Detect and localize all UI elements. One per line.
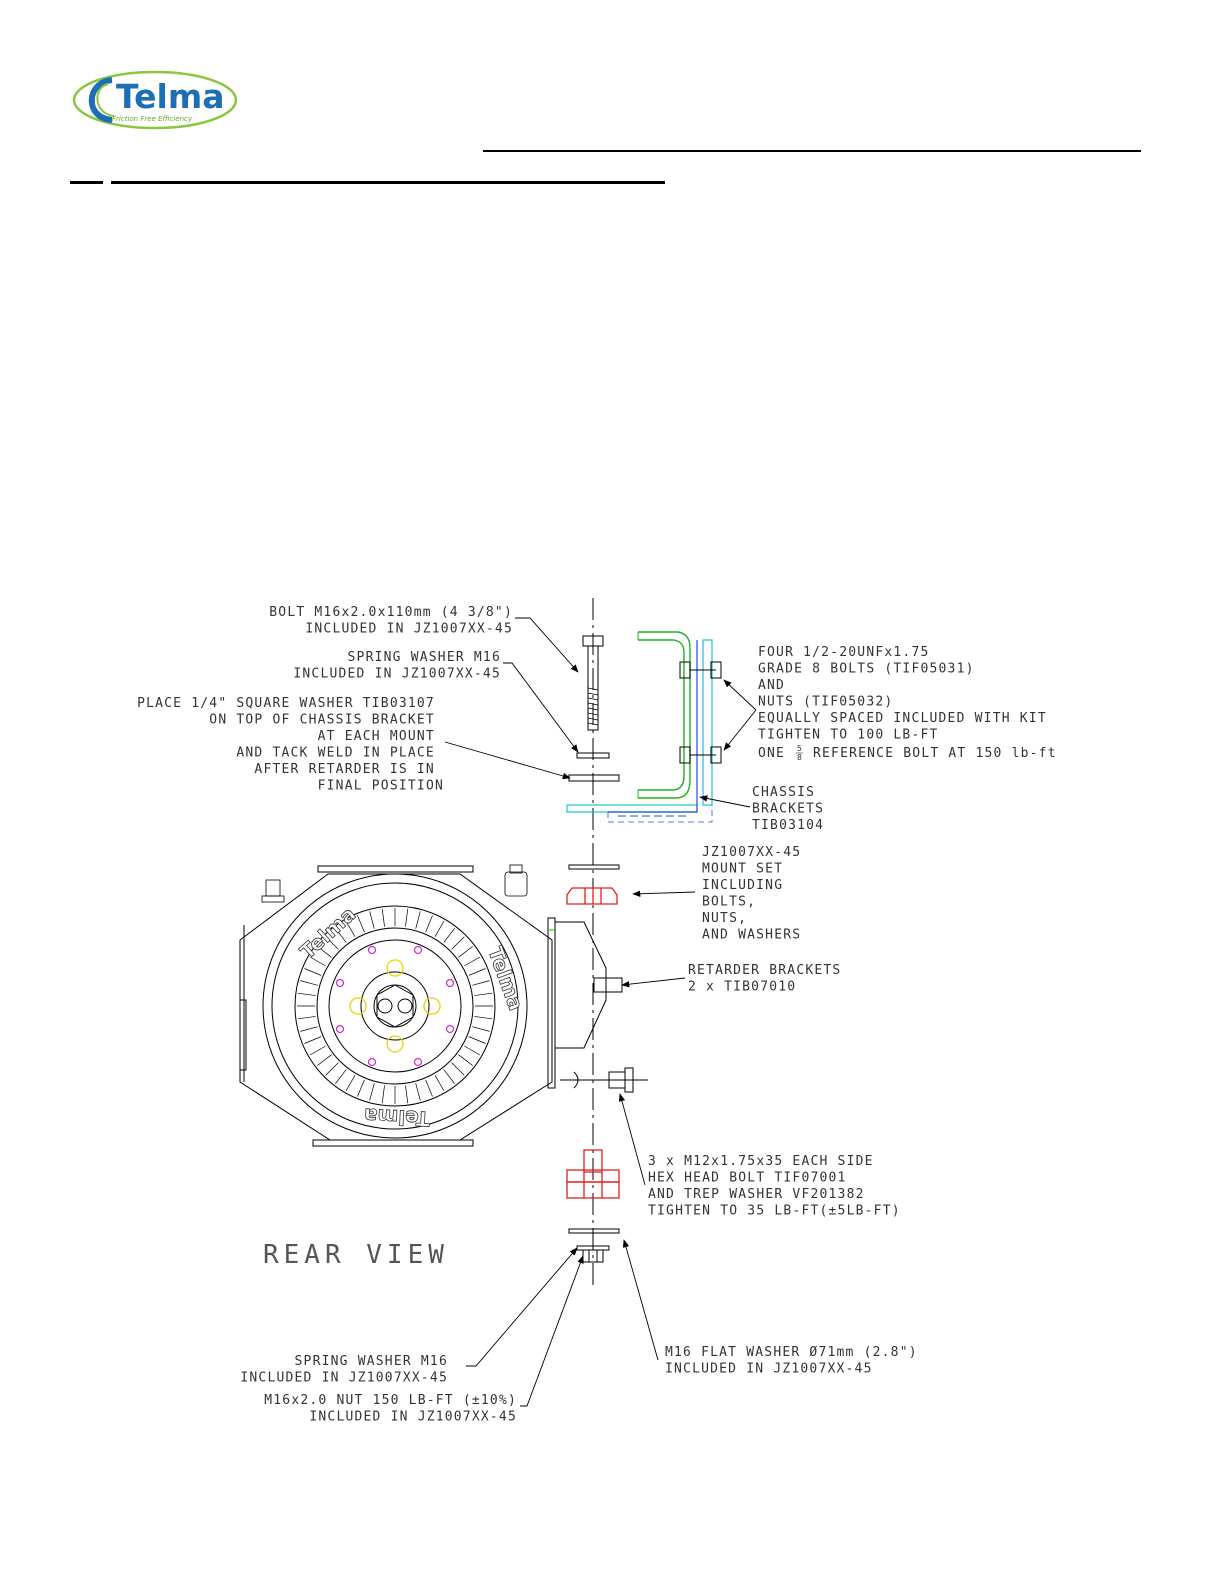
coil-slot xyxy=(357,1080,364,1097)
coil-slot xyxy=(464,1046,480,1055)
coil-slot xyxy=(335,1069,346,1083)
disk-holes xyxy=(337,947,454,1066)
coil-slot xyxy=(346,1075,355,1091)
coil-slot xyxy=(444,1069,455,1083)
logo-brand: Telma xyxy=(116,77,225,116)
coil-slot xyxy=(458,1055,472,1066)
reference-bolt-one: ONE xyxy=(758,746,786,761)
coil-slot xyxy=(304,1037,321,1044)
square-washer-callout: PLACE 1/4" SQUARE WASHER TIB03107 ON TOP OF CHASSIS BRACKET AT EACH MOUNT AND TACK WELD IN PLACE AFTER RETARDER IS IN FINAL POSITION xyxy=(137,696,444,794)
coil-slot xyxy=(382,1085,384,1103)
square-washer xyxy=(569,775,619,781)
rear-view-label: REAR VIEW xyxy=(263,1240,449,1270)
retarder-bracket xyxy=(548,918,622,1088)
chassis-brackets-callout: CHASSIS BRACKETS TIB03104 xyxy=(752,785,825,833)
flat-washer-callout: M16 FLAT WASHER Ø71mm (2.8") INCLUDED IN JZ1007XX-45 xyxy=(665,1345,918,1377)
hex-bolt-callout: 3 x M12x1.75x35 EACH SIDE HEX HEAD BOLT TIF07001 AND TREP WASHER VF201382 TIGHTEN TO 35 LB-FT(±5LB-FT) xyxy=(648,1154,901,1219)
coil-slot xyxy=(474,1016,492,1018)
coil-slot xyxy=(416,1083,421,1100)
coil-slot xyxy=(326,1063,339,1076)
spring-washer-bottom-callout: SPRING WASHER M16 INCLUDED IN JZ1007XX-45 xyxy=(240,1354,448,1386)
coil-slot xyxy=(469,1037,486,1044)
svg-text:Telma: Telma xyxy=(295,901,361,964)
coil-slot xyxy=(464,957,480,966)
coil-slot xyxy=(416,911,421,928)
svg-text:Telma: Telma xyxy=(483,943,529,1014)
bolt-callout: BOLT M16x2.0x110mm (4 3/8") INCLUDED IN JZ1007XX-45 xyxy=(269,605,513,637)
logo-tagline: Friction Free Efficiency xyxy=(112,115,193,123)
coil-slot xyxy=(452,1063,465,1076)
coil-slot xyxy=(426,915,433,932)
coil-slot xyxy=(444,928,455,942)
coil-slot xyxy=(370,911,375,928)
coil-slot xyxy=(405,909,407,927)
coil-slot xyxy=(317,1055,331,1066)
reference-fraction-num: 5 xyxy=(797,744,804,753)
coil-slot xyxy=(405,1085,407,1103)
coil-slot xyxy=(472,1027,489,1032)
coil-slot xyxy=(310,1046,326,1055)
hex-head-bolt xyxy=(560,1068,648,1092)
reference-fraction-den: 8 xyxy=(797,753,804,762)
coil-slot xyxy=(472,981,489,986)
nut-callout: M16x2.0 NUT 150 LB-FT (±10%) INCLUDED IN JZ1007XX-45 xyxy=(264,1393,517,1425)
grade8-bolts xyxy=(680,662,721,763)
coil-slot xyxy=(474,993,492,995)
chassis-bracket xyxy=(567,632,712,822)
coil-slot xyxy=(469,968,486,975)
coil-slot xyxy=(452,937,465,950)
coil-slot xyxy=(370,1083,375,1100)
coil-slot xyxy=(298,1016,316,1018)
spring-washer-top-callout: SPRING WASHER M16 INCLUDED IN JZ1007XX-45 xyxy=(293,650,501,682)
coil-slot xyxy=(300,1027,317,1032)
coil-slot xyxy=(426,1080,433,1097)
retarder-brackets-callout: RETARDER BRACKETS 2 x TIB07010 xyxy=(688,963,842,995)
coil-slot xyxy=(304,968,321,975)
coil-slot xyxy=(435,921,444,937)
mount-set-callout: JZ1007XX-45 MOUNT SET INCLUDING BOLTS, NUTS, AND WASHERS xyxy=(702,845,802,943)
reference-bolt-text: REFERENCE BOLT AT 150 lb-ft xyxy=(813,746,1057,761)
mount-washer xyxy=(569,865,619,869)
coil-slot xyxy=(435,1075,444,1091)
coil-slot xyxy=(458,946,472,957)
mount-set xyxy=(567,888,617,904)
four-bolts-callout: FOUR 1/2-20UNFx1.75 GRADE 8 BOLTS (TIF05031) AND NUTS (TIF05032) EQUALLY SPACED INCLUDED WITH KIT TIGHTEN TO 100 LB-FT xyxy=(758,645,1047,743)
coil-slot xyxy=(298,993,316,995)
coil-slot xyxy=(382,909,384,927)
svg-text:Telma: Telma xyxy=(363,1103,431,1131)
coil-slot xyxy=(300,981,317,986)
flat-washer-bottom xyxy=(569,1229,619,1233)
